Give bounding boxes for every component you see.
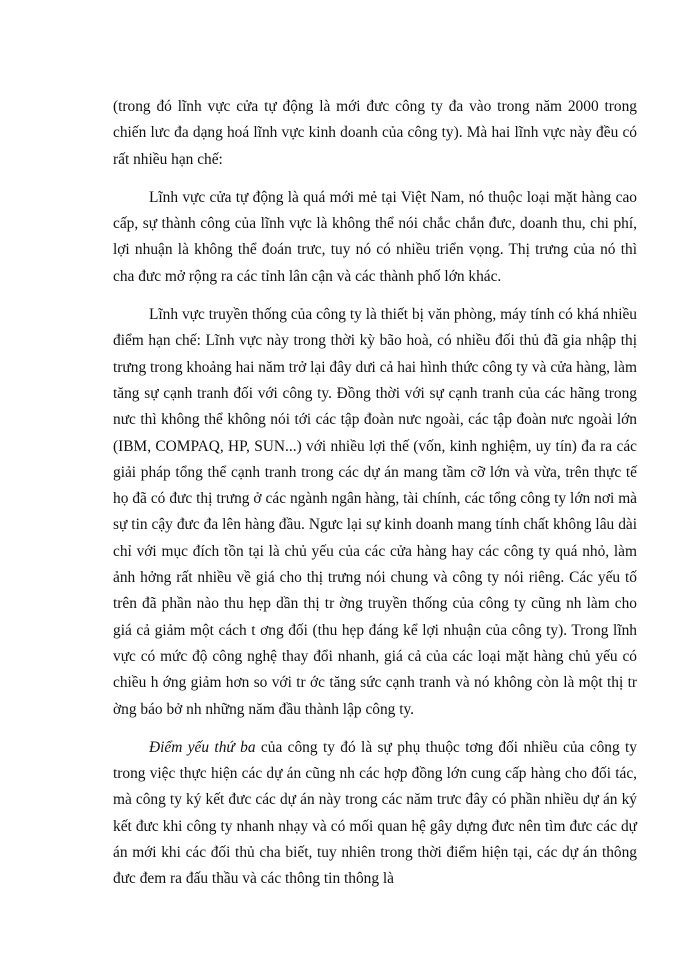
paragraph-3-text: Lĩnh vực truyền thống của công ty là thiết bị văn phòng, máy tính có khá nhiều điểm hạn chế: Lĩnh vực này trong thời kỳ bão hoà, có nhiều đối thủ đã gia nhập thị trưng trong khoảng hai năm trở lại đây dưi cả hai hình thức công ty và cửa hàng, làm tăng sự cạnh tranh đối với công ty. Đồng thời với sự cạnh tranh của các hãng trong nưc thì không thể không nói tới các tập đoàn nưc ngoài, các tập đoàn nưc ngoài lớn (IBM, COMPAQ, HP, SUN...) với nhiều lợi thế (vốn, kinh nghiệm, uy tín) đa ra các giải pháp tổng thể cạnh tranh trong các dự án mang tầm cỡ lớn và vừa, trên thực tế họ đã có đưc thị trưng ở các ngành ngân hàng, tài chính, các tổng công ty lớn nơi mà sự tin cậy đưc đa lên hàng đầu. Ngưc lại sự kinh doanh mang tính chất không lâu dài chỉ với mục đích tồn tại là chủ yếu của các cửa hàng hay các công ty quá nhỏ, làm ảnh hởng rất nhiều về giá cho thị trưng nói chung và công ty nói riêng. Các yếu tố trên đã phần nào thu hẹp dần thị tr ờng truyền thống của công ty cũng nh làm cho giá cả giảm một cách t ơng đối (thu hẹp đáng kể lợi nhuận của công ty). Trong lĩnh vực có mức độ công nghệ thay đổi nhanh, giá cả của các loại mặt hàng chủ yếu có chiều h ớng giảm hơn so với tr ớc tăng sức cạnh tranh và nó không còn là một thị tr ờng báo bở nh những năm đầu thành lập công ty. — [113, 306, 637, 718]
document-body — [113, 94, 637, 905]
paragraph-2 — [113, 185, 637, 290]
paragraph-4-text: của công ty đó là sự phụ thuộc tơng đối nhiều của công ty trong việc thực hiện các dự án cũng nh các hợp đồng lớn cung cấp hàng cho đối tác, mà công ty ký kết đưc các dự án này trong các năm trưc đây có phần nhiều dự án ký kết đưc khi công ty nhanh nhạy và có mối quan hệ gây dựng đưc nên tìm đưc các dự án mới khi các đối thủ cha biết, tuy nhiên trong thời điểm hiện tại, các dự án thông đưc đem ra đấu thầu và các thông tin thông là — [113, 738, 637, 888]
paragraph-3 — [113, 302, 637, 723]
paragraph-1-text: (trong đó lĩnh vực cửa tự động là mới đưc công ty đa vào trong năm 2000 trong chiến lưc đa dạng hoá lĩnh vực kinh doanh của công ty). Mà hai lĩnh vực này đều có rất nhiều hạn chế: — [113, 98, 637, 168]
paragraph-4 — [113, 735, 637, 893]
paragraph-1 — [113, 94, 637, 173]
paragraph-2-text: Lĩnh vực cửa tự động là quá mới mẻ tại Việt Nam, nó thuộc loại mặt hàng cao cấp, sự thành công của lĩnh vực là không thể nói chắc chắn đưc, doanh thu, chi phí, lợi nhuận là không thể đoán trưc, tuy nó có nhiều triển vọng. Thị trưng của nó thì cha đưc mở rộng ra các tỉnh lân cận và các thành phố lớn khác. — [113, 188, 637, 285]
paragraph-4-heading: Điểm yếu thứ ba — [149, 738, 256, 756]
